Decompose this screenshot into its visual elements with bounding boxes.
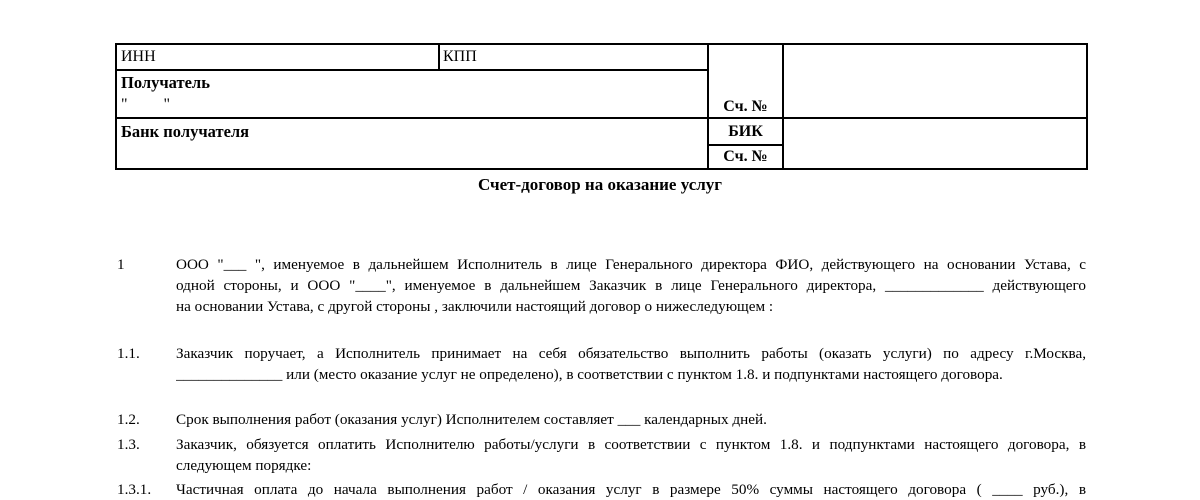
table-row-divider-2: [117, 117, 1086, 119]
clause-number: 1.3.: [117, 436, 140, 453]
clause-number: 1: [117, 256, 125, 273]
recipient-account-label: Сч. №: [723, 98, 768, 115]
table-divider-label-column: [782, 45, 784, 168]
clause-line: ООО "___ ", именуемое в дальнейшем Исполнитель в лице Генерального директора ФИО, действующего на основании Устава, с: [176, 256, 1086, 273]
kpp-label: КПП: [443, 48, 477, 65]
clause-number: 1.1.: [117, 345, 140, 362]
clause-text: [176, 434, 1086, 476]
bik-label: БИК: [728, 123, 763, 140]
clause-number: 1.3.1.: [117, 481, 152, 498]
clause-number: 1.2.: [117, 411, 140, 428]
clause-line: Заказчик, обязуется оплатить Исполнителю работы/услуги в соответствии с пунктом 1.8. и подпунктами настоящего договора, в: [176, 436, 1086, 453]
table-row-divider-3: [707, 144, 782, 146]
clause-text: [176, 479, 1086, 500]
document-title: Счет-договор на оказание услуг: [477, 175, 723, 194]
recipient-value: " ": [121, 96, 171, 113]
clause-line: Заказчик поручает, а Исполнитель принимает на себя обязательство выполнить работы (оказать услуги) по адресу г.Москва,: [176, 345, 1086, 362]
clause-line: на основании Устава, с другой стороны , заключили настоящий договор о нижеследующем :: [176, 298, 774, 315]
recipient-label: Получатель: [121, 73, 210, 92]
clause-line: Частичная оплата до начала выполнения работ / оказания услуг в размере 50% суммы настоящего договора ( ____ руб.), в: [176, 481, 1086, 498]
bank-account-label: Сч. №: [723, 148, 768, 165]
clause-line: Срок выполнения работ (оказания услуг) Исполнителем составляет ___ календарных дней.: [176, 411, 767, 428]
clause-line: следующем порядке:: [176, 457, 312, 474]
bank-name-label: Банк получателя: [121, 122, 250, 141]
clause-text: [176, 254, 1086, 317]
clause-text: [176, 409, 1086, 430]
clause-line: ______________ или (место оказание услуг не определено), в соответствии с пунктом 1.8. и подпунктами настоящего договора.: [176, 366, 1003, 383]
clause-text: [176, 343, 1086, 385]
clause-line: одной стороны, и ООО "____", именуемое в дальнейшем Заказчик в лице Генерального директора, _____________ действующего: [176, 277, 1086, 294]
table-divider-inn-kpp: [438, 45, 440, 69]
inn-label: ИНН: [121, 48, 156, 65]
table-row-divider-1: [117, 69, 707, 71]
bank-details-table: [115, 43, 1088, 170]
